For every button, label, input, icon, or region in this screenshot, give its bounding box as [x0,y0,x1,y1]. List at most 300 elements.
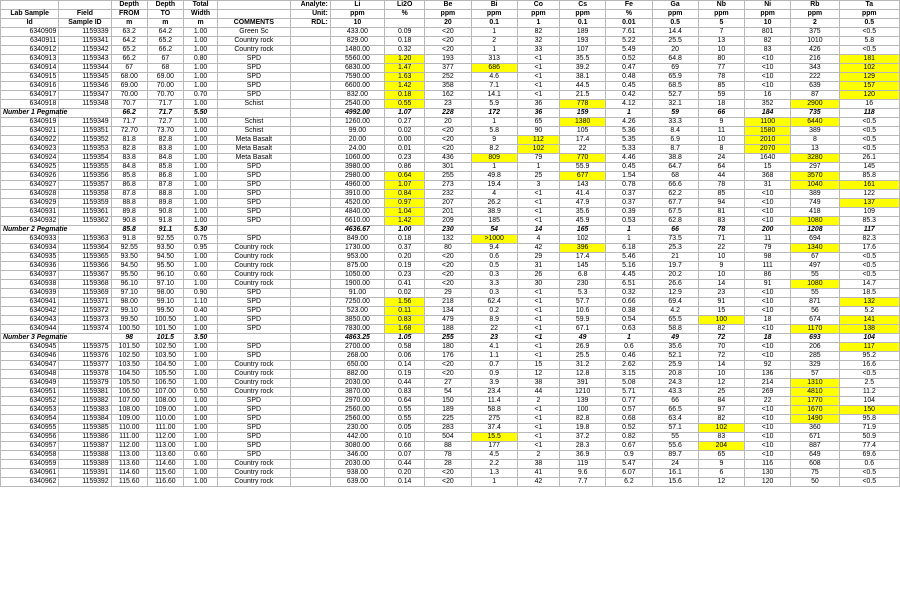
table-cell: 79 [517,154,559,163]
table-cell: 6.8 [560,271,606,280]
table-cell: 55 [791,271,839,280]
header-cell: Depth [111,1,147,10]
table-cell: 0.55 [385,100,425,109]
table-cell: 88.8 [147,190,183,199]
table-cell: <20 [425,262,471,271]
table-cell: <20 [425,37,471,46]
table-cell: 63.4 [652,415,698,424]
header-cell: m [111,19,147,28]
table-cell: 55 [652,433,698,442]
header-cell: 10 [745,19,791,28]
table-cell [290,325,330,334]
table-cell: 90.8 [147,208,183,217]
table-cell: 0.00 [385,136,425,145]
table-cell: 3 [517,181,559,190]
table-row [1,262,900,271]
table-cell: 72.70 [111,127,147,136]
table-cell: <1 [517,190,559,199]
table-cell: 1159343 [59,55,111,64]
table-cell: <20 [425,271,471,280]
table-cell: 5.36 [606,127,652,136]
table-cell [290,217,330,226]
table-cell: 42 [517,244,559,253]
table-cell: 6340932 [1,217,59,226]
table-cell: 18 [745,316,791,325]
header-cell: 2 [791,19,839,28]
table-cell: 59.9 [560,316,606,325]
table-cell: <20 [425,136,471,145]
table-row [1,424,900,433]
table-cell: 1.00 [183,46,217,55]
table-cell: 1159357 [59,181,111,190]
table-cell: 7 [698,28,744,37]
table-cell: 117 [839,226,899,235]
table-cell: SPD [218,442,290,451]
table-cell: 107 [560,46,606,55]
table-cell: 1159364 [59,244,111,253]
table-cell: 43.3 [652,388,698,397]
table-cell: <1 [517,316,559,325]
table-cell: <1 [517,406,559,415]
table-cell: 1159346 [59,82,111,91]
table-cell: 4992.00 [330,109,384,118]
table-cell: 71 [698,235,744,244]
table-cell: Country rock [218,244,290,253]
table-cell: 1.42 [385,217,425,226]
table-cell: <1 [517,433,559,442]
table-cell: 100 [560,406,606,415]
table-cell: 99.10 [111,307,147,316]
table-cell: 6340917 [1,91,59,100]
table-cell: 0.80 [183,55,217,64]
table-cell: 14.4 [652,28,698,37]
table-cell: 92.55 [147,235,183,244]
table-cell: 4520.00 [330,199,384,208]
table-cell: 3.9 [471,379,517,388]
table-cell: 32 [517,37,559,46]
table-row [1,361,900,370]
table-cell: 4.46 [606,154,652,163]
table-cell: 37.4 [471,424,517,433]
table-cell: 829.00 [330,37,384,46]
table-cell: 72 [698,334,744,343]
table-cell: 99.10 [147,298,183,307]
table-cell: 6340929 [1,199,59,208]
table-cell: <10 [745,55,791,64]
table-cell: 1159384 [59,415,111,424]
table-cell: 113.00 [111,451,147,460]
table-cell: 5.2 [839,307,899,316]
table-cell: 66.2 [111,109,147,118]
table-cell: 14.1 [471,91,517,100]
table-cell [290,244,330,253]
table-cell: 105 [560,127,606,136]
table-cell: 0.37 [385,244,425,253]
table-cell: 23 [425,100,471,109]
table-cell: 109.00 [111,415,147,424]
table-cell: 112 [517,136,559,145]
table-cell: 230.00 [330,424,384,433]
table-cell: 49.8 [471,172,517,181]
table-cell: 136 [745,370,791,379]
table-cell: 104 [839,334,899,343]
table-cell: Country rock [218,388,290,397]
table-cell: 87.8 [147,181,183,190]
table-cell: 1159359 [59,199,111,208]
table-cell: 150 [839,406,899,415]
table-cell: <10 [745,307,791,316]
table-cell: 102 [560,235,606,244]
table-cell: 78 [698,181,744,190]
table-cell: 1 [606,226,652,235]
table-cell: 193 [425,55,471,64]
table-cell: 159 [560,109,606,118]
table-cell: 0.5 [471,262,517,271]
table-cell [218,334,290,343]
table-cell: 10 [698,271,744,280]
table-cell: 55 [791,289,839,298]
table-cell: 0.18 [385,91,425,100]
table-cell: 1159392 [59,478,111,487]
table-cell: 6340936 [1,262,59,271]
table-cell [290,316,330,325]
table-cell: 5.8 [471,127,517,136]
table-cell: 95.50 [147,262,183,271]
table-cell: 176 [425,352,471,361]
table-cell: 0.11 [385,307,425,316]
table-cell: 1210 [560,388,606,397]
table-cell: 9.4 [471,244,517,253]
table-row [1,91,900,100]
table-cell: 94 [698,199,744,208]
table-cell: 6340939 [1,289,59,298]
table-row [1,280,900,289]
header-cell: Rb [791,1,839,10]
table-cell [290,226,330,235]
table-cell: <0.5 [839,370,899,379]
table-cell: 86.8 [111,181,147,190]
header-cell: Bi [471,1,517,10]
table-cell: 389 [791,190,839,199]
table-cell: 0.01 [385,145,425,154]
table-cell: 1159381 [59,388,111,397]
table-cell [290,73,330,82]
table-cell: 377 [425,64,471,73]
table-cell: 3.3 [471,280,517,289]
table-cell: 91.00 [330,289,384,298]
table-cell: 78 [698,226,744,235]
table-cell: 94.50 [147,253,183,262]
table-cell: 84 [698,397,744,406]
table-cell: 87.8 [111,190,147,199]
table-cell: 49 [560,334,606,343]
table-row [1,397,900,406]
table-cell: <20 [425,469,471,478]
table-cell: SPD [218,343,290,352]
table-cell: 2900 [791,100,839,109]
table-cell: 346.00 [330,451,384,460]
table-cell: 0.9 [471,370,517,379]
table-cell: 71.9 [839,424,899,433]
table-cell: 91.8 [111,235,147,244]
table-cell: 143 [560,181,606,190]
table-cell: 6340959 [1,460,59,469]
table-cell: 230 [425,226,471,235]
table-cell: 82.8 [560,415,606,424]
table-cell: 118 [839,109,899,118]
table-cell: 79 [745,244,791,253]
table-cell: 1260.00 [330,118,384,127]
table-cell: 0.42 [606,91,652,100]
table-cell: 6340953 [1,406,59,415]
table-cell: <1 [517,217,559,226]
table-cell: 4.12 [606,100,652,109]
table-cell [290,343,330,352]
table-cell: <1 [517,415,559,424]
table-cell: 1.00 [183,217,217,226]
table-cell: 2 [517,451,559,460]
table-cell: 2 [517,397,559,406]
table-cell [290,253,330,262]
table-cell: 130 [745,469,791,478]
table-cell: 1060.00 [330,154,384,163]
table-cell: 1.00 [183,316,217,325]
table-cell: 1159388 [59,451,111,460]
header-row [1,19,900,28]
table-cell: 69 [652,64,698,73]
table-cell: 8.9 [471,316,517,325]
table-cell: 0.6 [471,253,517,262]
header-cell: Ni [745,1,791,10]
table-cell [290,91,330,100]
table-row [1,478,900,487]
table-cell: 112.00 [147,433,183,442]
table-cell: 78 [425,451,471,460]
table-row [1,235,900,244]
table-cell: 396 [560,244,606,253]
table-cell: 1310 [791,379,839,388]
table-cell: 81.8 [111,136,147,145]
table-cell: 2540.00 [330,100,384,109]
table-cell: 275 [471,415,517,424]
table-cell: 114.60 [147,460,183,469]
table-cell: 18 [745,334,791,343]
table-cell: 31 [745,181,791,190]
table-cell [290,289,330,298]
table-cell: 145 [839,163,899,172]
table-cell: <1 [517,325,559,334]
table-cell: 64.2 [147,28,183,37]
table-cell: 232 [425,190,471,199]
table-cell: 64 [698,163,744,172]
table-cell: 71.7 [147,100,183,109]
table-cell: 1480.00 [330,46,384,55]
table-cell: <10 [745,415,791,424]
table-cell: Country rock [218,253,290,262]
table-cell: Country rock [218,361,290,370]
header-cell: Be [425,1,471,10]
table-cell: 0.66 [606,298,652,307]
table-cell: 64.7 [652,163,698,172]
table-cell: 1159349 [59,118,111,127]
table-cell: 10 [698,370,744,379]
table-row [1,28,900,37]
header-cell: TO [147,10,183,19]
table-cell: 0.60 [183,271,217,280]
table-cell: 62.4 [471,298,517,307]
table-cell: 1490 [791,415,839,424]
table-cell: 1.1 [471,352,517,361]
table-cell: 11 [745,235,791,244]
table-cell: 7590.00 [330,73,384,82]
table-cell: 91.1 [147,226,183,235]
table-cell: 132 [425,235,471,244]
table-cell: 5.08 [606,379,652,388]
table-cell: 1159389 [59,460,111,469]
table-cell: 82.8 [111,145,147,154]
table-cell: 7830.00 [330,325,384,334]
table-cell: 639 [791,82,839,91]
table-cell: 1.00 [183,163,217,172]
table-cell: 9 [698,460,744,469]
table-cell: 111.00 [147,424,183,433]
table-cell: 3570 [791,172,839,181]
table-cell: 1.54 [606,172,652,181]
table-row [1,451,900,460]
table-cell [290,415,330,424]
table-cell: 100.50 [111,325,147,334]
header-cell [1,1,59,10]
table-cell: 1159365 [59,253,111,262]
table-cell: 6440 [791,118,839,127]
table-cell: SPD [218,316,290,325]
table-cell: 31.2 [560,361,606,370]
header-cell: 5 [698,19,744,28]
header-cell: 0.1 [471,19,517,28]
table-cell: 0.40 [183,307,217,316]
table-cell: 938.00 [330,469,384,478]
table-cell: <20 [425,280,471,289]
table-cell: 0.09 [385,28,425,37]
table-cell: SPD [218,217,290,226]
table-cell: 6610.00 [330,217,384,226]
table-cell: Country rock [218,460,290,469]
table-cell: 0.44 [385,379,425,388]
table-cell: 2030.00 [330,379,384,388]
table-cell: 98.00 [147,289,183,298]
table-cell: SPD [218,64,290,73]
table-cell: 110.00 [147,415,183,424]
header-row-label: Unit: [290,10,330,19]
header-cell: ppm [471,10,517,19]
table-cell [290,127,330,136]
table-cell [290,478,330,487]
table-cell: 0.45 [606,163,652,172]
table-cell: 24 [698,154,744,163]
table-cell: 67.1 [560,325,606,334]
table-cell: 92.55 [111,244,147,253]
table-cell: 0.14 [385,361,425,370]
table-cell: 1.00 [183,154,217,163]
table-cell: 0.20 [385,253,425,262]
table-cell: 92 [745,361,791,370]
table-cell: 3980.00 [330,163,384,172]
table-cell: SPD [218,199,290,208]
table-row [1,379,900,388]
table-cell: 1159352 [59,136,111,145]
table-cell: 0.55 [385,415,425,424]
table-cell: 41.4 [560,190,606,199]
table-cell: 161 [839,181,899,190]
table-cell: 285 [791,352,839,361]
table-cell: 1 [471,163,517,172]
table-cell: Country rock [218,271,290,280]
table-cell: 1159339 [59,28,111,37]
table-cell: 17.4 [560,136,606,145]
table-cell: 184 [745,109,791,118]
table-cell: 1.00 [183,199,217,208]
table-cell [290,145,330,154]
table-cell: 1 [471,28,517,37]
table-row [1,343,900,352]
table-cell: 113.00 [147,442,183,451]
table-row [1,253,900,262]
table-cell: 1.42 [385,82,425,91]
table-cell: 0.86 [385,163,425,172]
table-cell: 96.10 [111,280,147,289]
table-cell: 58.8 [652,325,698,334]
table-cell: 18.5 [839,289,899,298]
table-cell: 59 [652,109,698,118]
table-cell: 6340911 [1,37,59,46]
table-cell: 360 [791,424,839,433]
table-cell: 1159361 [59,208,111,217]
table-cell: 38.9 [471,208,517,217]
table-cell: 4.1 [471,343,517,352]
table-cell: 677 [560,172,606,181]
table-cell: 1159379 [59,379,111,388]
table-cell: 120 [839,91,899,100]
table-cell: SPD [218,55,290,64]
table-cell: 10 [698,136,744,145]
table-cell: 28.3 [560,442,606,451]
table-cell: <1 [517,55,559,64]
table-cell: 0.19 [385,262,425,271]
table-cell: 83 [698,217,744,226]
table-cell: 52.7 [652,91,698,100]
table-cell: 26 [517,271,559,280]
table-cell: 103.50 [147,352,183,361]
table-row [1,460,900,469]
table-cell: 45.9 [560,217,606,226]
table-cell: 7.1 [471,82,517,91]
table-cell: 0.64 [385,172,425,181]
table-cell: 0.9 [606,451,652,460]
table-cell: <20 [425,361,471,370]
header-cell: % [385,10,425,19]
table-cell: 20.2 [652,271,698,280]
table-cell: 1.00 [183,460,217,469]
table-cell: 4960.00 [330,181,384,190]
table-cell: 9 [698,118,744,127]
table-cell: <1 [517,91,559,100]
table-cell: 71.7 [111,118,147,127]
table-cell: 0.68 [606,415,652,424]
table-cell: Meta Basalt [218,136,290,145]
table-cell [290,154,330,163]
table-cell: <10 [745,451,791,460]
table-cell: 69.00 [147,73,183,82]
